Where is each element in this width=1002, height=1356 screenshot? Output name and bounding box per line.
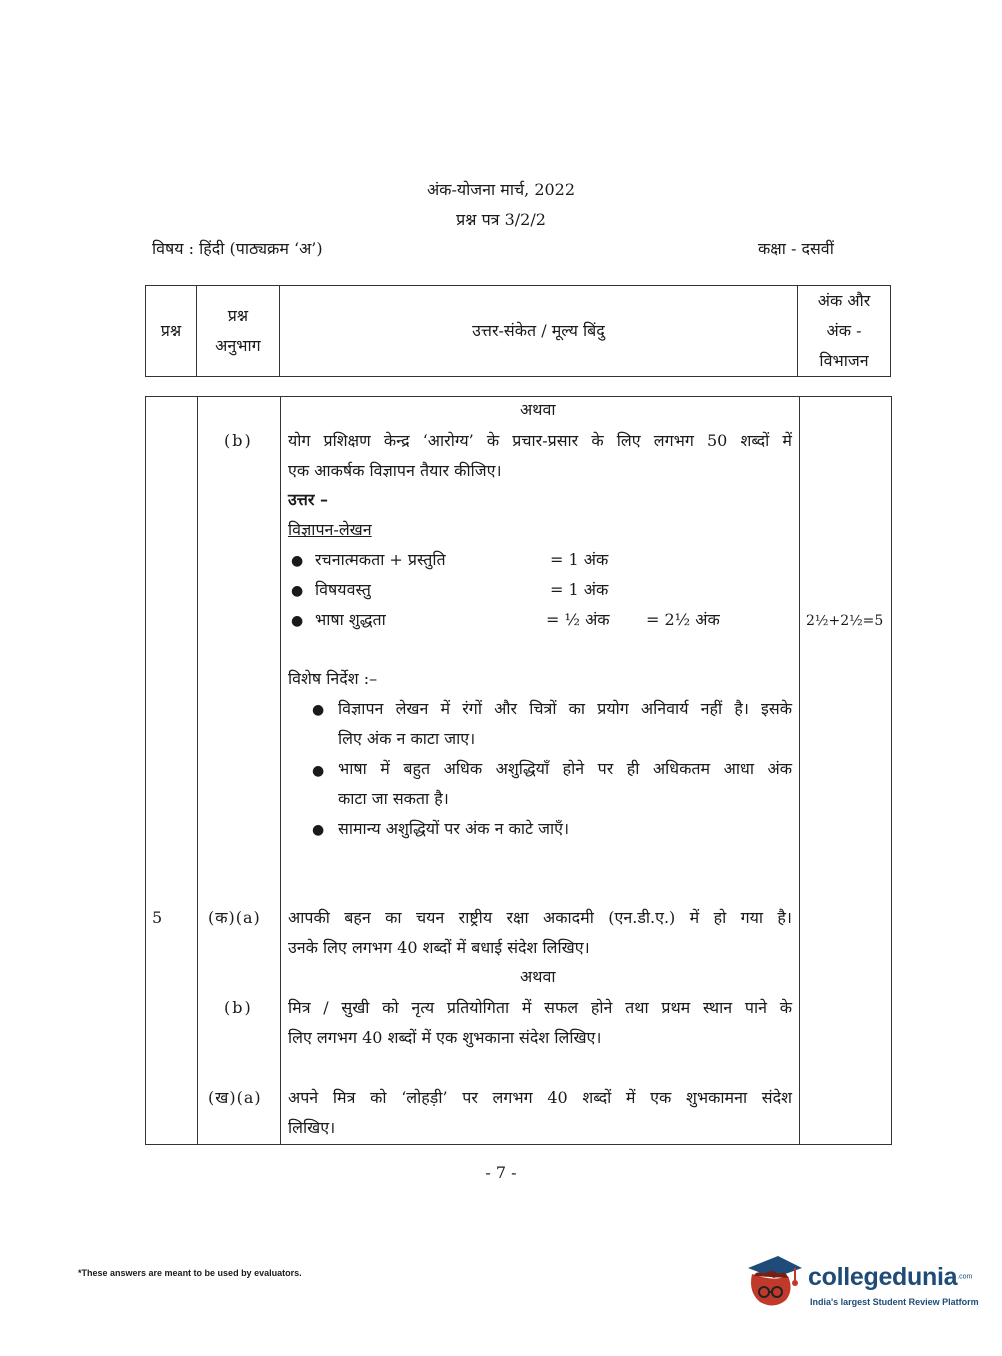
instruction-text: विज्ञापन लेखन में रंगों और चित्रों का प्रयोग अनिवार्य नहीं है। इसके xyxy=(338,699,792,718)
collegedunia-logo-icon xyxy=(744,1252,804,1310)
marks-total: = 2½ अंक xyxy=(646,610,720,629)
bullet-icon: ● xyxy=(312,702,325,718)
special-instructions-title: विशेष निर्देश :– xyxy=(288,669,378,688)
page-title: अंक-योजना मार्च, 2022 xyxy=(426,180,576,199)
question-text: योग प्रशिक्षण केन्द्र ‘आरोग्य’ के प्रचार-प्रसार के लिए लगभग 50 शब्दों में xyxy=(288,431,792,450)
athva-label: अथवा xyxy=(520,400,556,419)
column-divider xyxy=(799,396,800,1145)
page-number: - 7 - xyxy=(485,1163,517,1182)
question-text: अपने मित्र को ‘लोहड़ी’ पर लगभग 40 शब्दों में एक शुभकामना संदेश xyxy=(288,1088,792,1107)
question-text: लिखिए। xyxy=(288,1118,336,1137)
question-text: लिए लगभग 40 शब्दों में एक शुभकाना संदेश लिखिए। xyxy=(288,1028,602,1047)
bullet-icon: ● xyxy=(291,553,304,569)
subject-label: विषय : हिंदी (पाठ्यक्रम ‘अ’) xyxy=(152,239,323,258)
column-divider xyxy=(197,396,198,1145)
marks-item-label: रचनात्मकता + प्रस्तुति xyxy=(315,550,446,569)
question-number: 5 xyxy=(152,908,163,927)
instruction-text: काटा जा सकता है। xyxy=(338,789,449,808)
header-col-answer: उत्तर-संकेत / मूल्य बिंदु xyxy=(279,286,797,377)
marks-item-label: विषयवस्तु xyxy=(315,580,371,599)
bullet-icon: ● xyxy=(291,613,304,629)
logo-wordmark: collegedunia xyxy=(808,1263,958,1291)
part-label: (b) xyxy=(224,998,253,1017)
header-table xyxy=(145,285,891,377)
collegedunia-logo xyxy=(808,1263,972,1292)
part-label: (ख)(a) xyxy=(208,1088,262,1107)
footer-note: *These answers are meant to be used by evaluators. xyxy=(78,1268,302,1278)
class-label: कक्षा - दसवीं xyxy=(758,239,834,258)
section-heading: विज्ञापन-लेखन xyxy=(288,520,372,539)
paper-code: प्रश्न पत्र 3/2/2 xyxy=(456,210,546,229)
bullet-icon: ● xyxy=(291,583,304,599)
instruction-text: भाषा में बहुत अधिक अशुद्धियाँ होने पर ही अधिकतम आधा अंक xyxy=(338,759,792,778)
question-text: एक आकर्षक विज्ञापन तैयार कीजिए। xyxy=(288,461,502,480)
marks-item-value: = ½ अंक xyxy=(546,610,610,629)
answer-label: उत्तर – xyxy=(288,490,328,509)
part-label: (क)(a) xyxy=(208,908,261,927)
bullet-icon: ● xyxy=(312,763,325,779)
marks-item-value: = 1 अंक xyxy=(550,580,609,599)
logo-tagline: India's largest Student Review Platform xyxy=(810,1297,979,1307)
header-col-marks: अंक और अंक - विभाजन xyxy=(798,286,891,377)
question-text: मित्र / सुखी को नृत्य प्रतियोगिता में सफल होने तथा प्रथम स्थान पाने के xyxy=(288,998,792,1017)
part-label: (b) xyxy=(224,431,253,450)
question-text: उनके लिए लगभग 40 शब्दों में बधाई संदेश लिखिए। xyxy=(288,938,590,957)
header-col-question: प्रश्न xyxy=(146,286,197,377)
marks-split: 2½+2½=5 xyxy=(806,613,884,629)
logo-suffix: .com xyxy=(957,1273,973,1281)
marks-item-value: = 1 अंक xyxy=(550,550,609,569)
instruction-text: सामान्य अशुद्धियों पर अंक न काटे जाएँ। xyxy=(338,819,570,838)
instruction-text: लिए अंक न काटा जाए। xyxy=(338,729,476,748)
bullet-icon: ● xyxy=(312,822,325,838)
athva-label: अथवा xyxy=(520,967,556,986)
question-text: आपकी बहन का चयन राष्ट्रीय रक्षा अकादमी (एन.डी.ए.) में हो गया है। xyxy=(288,908,792,927)
column-divider xyxy=(280,396,281,1145)
header-col-section: प्रश्न अनुभाग xyxy=(196,286,279,377)
marks-item-label: भाषा शुद्धता xyxy=(315,610,386,629)
